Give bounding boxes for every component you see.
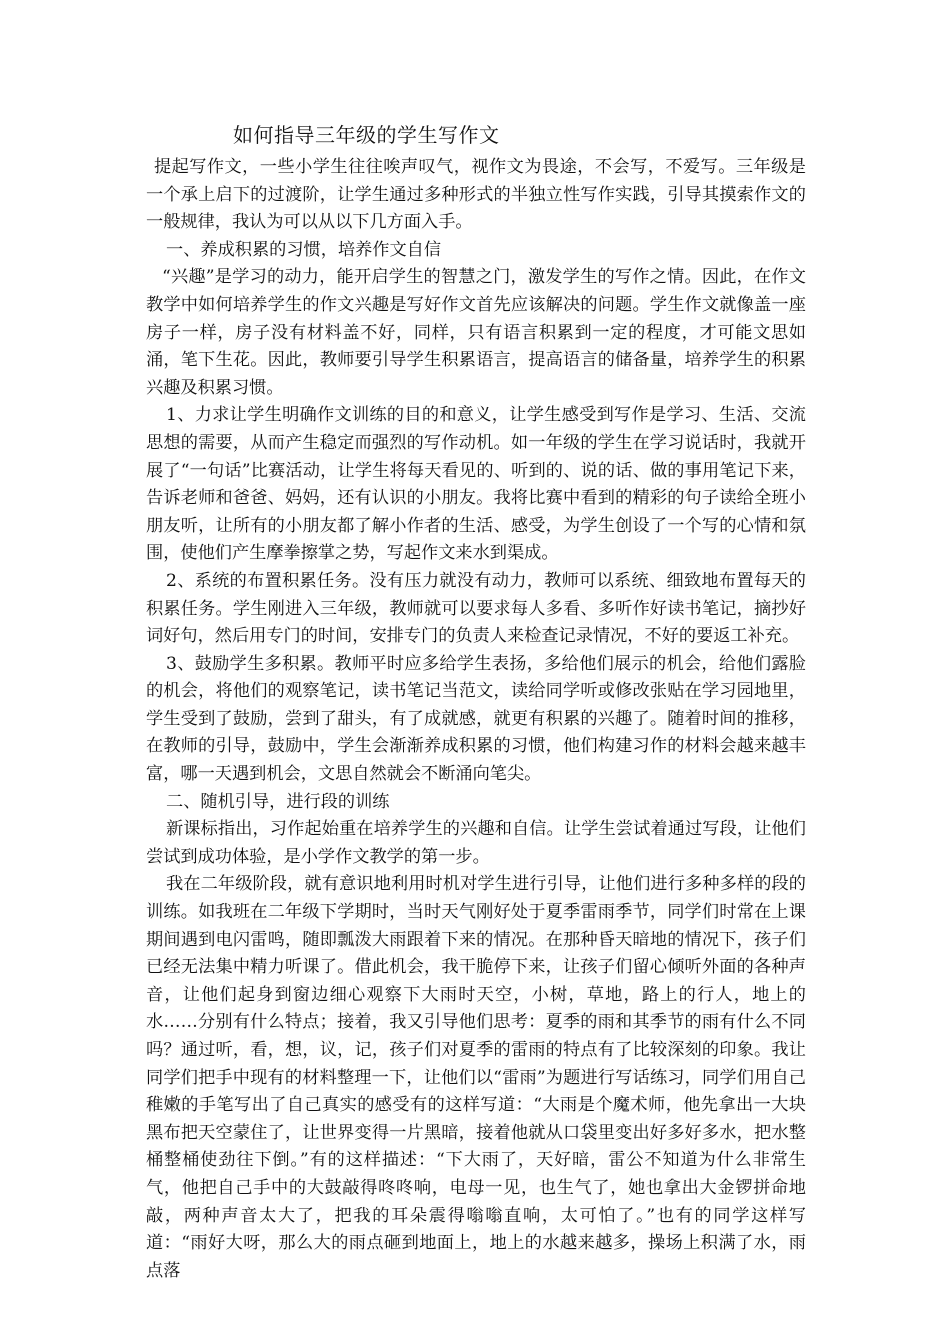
paragraph-container bbox=[146, 154, 806, 1285]
document-body bbox=[146, 118, 806, 1285]
section-heading: 二、随机引导，进行段的训练 bbox=[166, 791, 390, 812]
body-paragraph: 新课标指出，习作起始重在培养学生的兴趣和自信。让学生尝试着通过写段，让他们尝试到成功体验，是小学作文教学的第一步。 bbox=[146, 819, 806, 867]
body-paragraph: “兴趣”是学习的动力，能开启学生的智慧之门，激发学生的写作之情。因此，在作文教学中如何培养学生的作文兴趣是写好作文首先应该解决的问题。学生作文就像盖一座房子一样，房子没有材料盖不好，同样，只有语言积累到一定的程度，才可能文思如涌，笔下生花。因此，教师要引导学生积累语言，提高语言的储备量，培养学生的积累兴趣及积累习惯。 bbox=[146, 267, 806, 398]
section-heading: 一、养成积累的习惯，培养作文自信 bbox=[166, 239, 442, 260]
document-title: 如何指导三年级的学生写作文 bbox=[233, 123, 500, 147]
body-paragraph: 我在二年级阶段，就有意识地利用时机对学生进行引导，让他们进行多种多样的段的训练。如我班在二年级下学期时，当时天气刚好处于夏季雷雨季节，同学们时常在上课期间遇到电闪雷鸣，随即瓢泼大雨跟着下来的情况。在那种昏天暗地的情况下，孩子们已经无法集中精力听课了。借此机会，我干脆停下来，让孩子们留心倾听外面的各种声音，让他们起身到窗边细心观察下大雨时天空，小树，草地，路上的行人，地上的水……分别有什么特点；接着，我又引导他们思考：夏季的雨和其季节的雨有什么不同吗？通过听，看，想，议，记，孩子们对夏季的雷雨的特点有了比较深刻的印象。我让同学们把手中现有的材料整理一下，让他们以“雷雨”为题进行写话练习，同学们用自己稚嫩的手笔写出了自己真实的感受有的这样写道：“大雨是个魔术师，他先拿出一大块黑布把天空蒙住了，让世界变得一片黑暗，接着他就从口袋里变出好多好多水，把水整桶整桶使劲往下倒。”有的这样描述：“下大雨了，天好暗，雷公不知道为什么非常生气，他把自己手中的大鼓敲得咚咚响，电母一见，也生气了，她也拿出大金锣拼命地敲，两种声音太大了，把我的耳朵震得嗡嗡直响，太可怕了。”也有的同学这样写道：“雨好大呀，那么大的雨点砸到地面上，地上的水越来越多，操场上积满了水，雨点落 bbox=[146, 874, 806, 1281]
body-paragraph: 2、系统的布置积累任务。没有压力就没有动力，教师可以系统、细致地布置每天的积累任务。学生刚进入三年级，教师就可以要求每人多看、多听作好读书笔记，摘抄好词好句，然后用专门的时间，安排专门的负责人来检查记录情况，不好的要返工补充。 bbox=[146, 570, 806, 647]
body-paragraph: 提起写作文，一些小学生往往唉声叹气，视作文为畏途，不会写，不爱写。三年级是一个承上启下的过渡阶，让学生通过多种形式的半独立性写作实践，引导其摸索作文的一般规律，我认为可以从以下几方面入手。 bbox=[146, 157, 806, 233]
body-paragraph: 1、力求让学生明确作文训练的目的和意义，让学生感受到写作是学习、生活、交流思想的需要，从而产生稳定而强烈的写作动机。如一年级的学生在学习说话时，我就开展了“一句话”比赛活动，让学生将每天看见的、听到的、说的话、做的事用笔记下来，告诉老师和爸爸、妈妈，还有认识的小朋友。我将比赛中看到的精彩的句子读给全班小朋友听，让所有的小朋友都了解小作者的生活、感受，为学生创设了一个写的心情和氛围，使他们产生摩拳擦掌之势，写起作文来水到渠成。 bbox=[146, 405, 806, 564]
body-paragraph: 3、鼓励学生多积累。教师平时应多给学生表扬，多给他们展示的机会，给他们露脸的机会，将他们的观察笔记，读书笔记当范文，读给同学听或修改张贴在学习园地里，学生受到了鼓励，尝到了甜头，有了成就感，就更有积累的兴趣了。随着时间的推移，在教师的引导，鼓励中，学生会渐渐养成积累的习惯，他们构建习作的材料会越来越丰富，哪一天遇到机会，文思自然就会不断涌向笔尖。 bbox=[146, 653, 806, 785]
